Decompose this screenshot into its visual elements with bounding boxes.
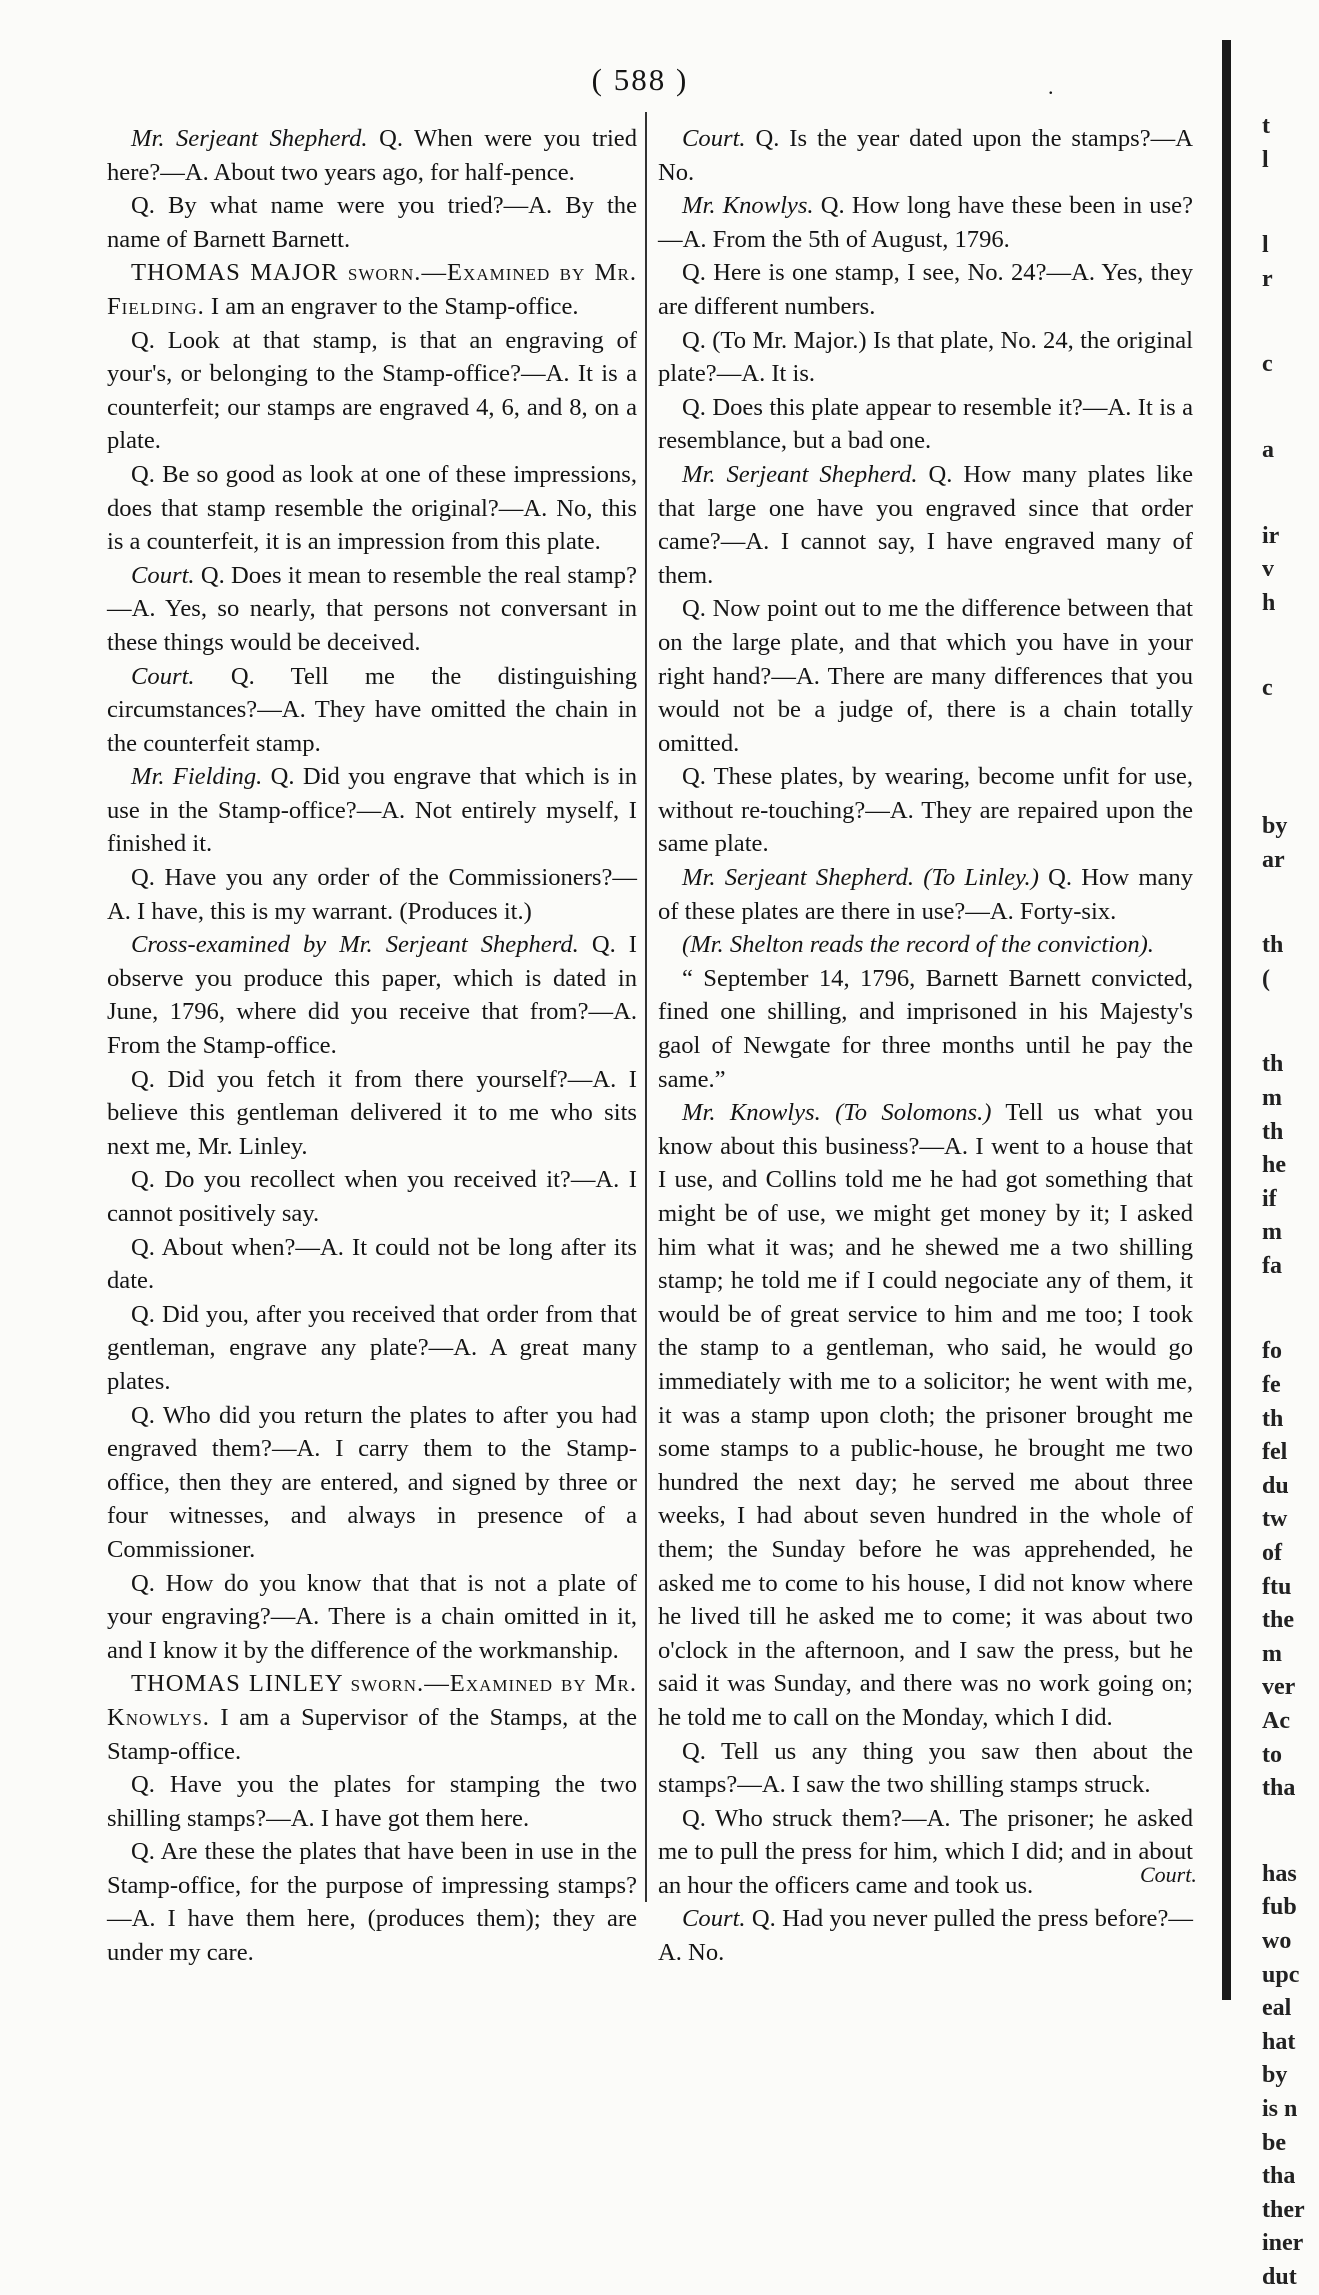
catchword: Court. [1140, 1862, 1197, 1887]
paragraph [107, 660, 637, 761]
right-column [658, 122, 1193, 1970]
paragraph-text: Q. How long have these been in use?—A. From the 5th of August, 1796. [658, 192, 1193, 253]
paragraph [658, 962, 1193, 1096]
facing-page-edge [1262, 110, 1312, 2295]
edge-fragment: v [1262, 556, 1274, 583]
edge-fragment: fel [1262, 1439, 1288, 1466]
paragraph [107, 324, 637, 458]
paragraph-text: Q. Does this plate appear to resemble it?—A. It is a resemblance, but a bad one. [658, 393, 1193, 455]
paragraph [107, 458, 637, 559]
speaker-label: Mr. Serjeant Shepherd. [131, 125, 368, 152]
edge-fragment: th [1262, 1118, 1284, 1145]
speaker-label: Mr. Fielding. [131, 763, 263, 791]
edge-fragment: l [1262, 232, 1269, 259]
edge-fragment [1262, 996, 1312, 1048]
paragraph [658, 1096, 1193, 1734]
paragraph [658, 760, 1193, 861]
edge-fragment: th [1262, 932, 1284, 959]
gutter-shadow [1222, 40, 1231, 2000]
edge-fragment: r [1262, 265, 1273, 292]
paragraph [107, 1667, 637, 1768]
speaker-label: Mr. Knowlys. (To Solomons.) [682, 1099, 992, 1127]
paragraph [107, 1835, 637, 1969]
paragraph-text: Q. Tell me the distinguishing circumstances?—A. They have omitted the chain in the counterfeit stamp. [107, 662, 637, 757]
edge-fragment: be [1262, 2129, 1286, 2156]
edge-fragment: fa [1262, 1252, 1282, 1279]
edge-fragment [1262, 706, 1312, 758]
paragraph [107, 1163, 637, 1230]
paragraph-text: Q. Who did you return the plates to after you had engraved them?—A. I carry them to the Stamp-office, then they are entered, and signed by three or four witnesses, and always in presence of a Commissioner. [107, 1401, 637, 1563]
edge-fragment: fub [1262, 1894, 1297, 1921]
edge-fragment: hat [1262, 2028, 1296, 2055]
edge-fragment [1262, 758, 1312, 810]
edge-fragment: h [1262, 589, 1276, 616]
edge-fragment: ir [1262, 522, 1280, 549]
paragraph-text: Q. Do you recollect when you received it?—A. I cannot positively say. [107, 1166, 637, 1227]
paragraph [107, 1567, 637, 1668]
edge-fragment [1262, 296, 1312, 348]
paragraph-text: “ September 14, 1796, Barnett Barnett convicted, fined one shilling, and imprisoned in his Majesty's gaol of Newgate for three months until he pay the same.” [658, 964, 1193, 1093]
paragraph-text: Q. Does it mean to resemble the real stamp?—A. Yes, so nearly, that persons not conversant in these things would be deceived. [107, 561, 637, 656]
paragraph-text: Q. When were you tried here?—A. About two years ago, for half-pence. [107, 125, 638, 186]
edge-fragment: ftu [1262, 1573, 1292, 1600]
edge-fragment: ar [1262, 846, 1285, 873]
speaker-label: Court. [131, 561, 195, 589]
paragraph-text: Q. These plates, by wearing, become unfit for use, without re-touching?—A. They are repaired upon the same plate. [658, 763, 1193, 858]
edge-fragment: fo [1262, 1338, 1282, 1365]
paragraph [658, 189, 1193, 256]
paragraph [658, 122, 1193, 189]
edge-fragment: m [1262, 1084, 1282, 1111]
edge-fragment: eal [1262, 1995, 1292, 2022]
paragraph-text: Q. Did you fetch it from there yourself?—A. I believe this gentleman delivered it to me who sits next me, Mr. Linley. [107, 1065, 637, 1160]
paragraph-text: Q. How many of these plates are there in use?—A. Forty-six. [658, 864, 1193, 925]
paragraph [658, 861, 1193, 928]
edge-fragment: iner [1262, 2230, 1304, 2257]
paragraph [658, 324, 1193, 391]
edge-fragment [1262, 1283, 1312, 1335]
header-mark: . [1048, 74, 1054, 99]
edge-fragment: if [1262, 1185, 1277, 1212]
speaker-label: THOMAS MAJOR sworn.—Examined by Mr. Fielding. [107, 259, 637, 320]
page-number: ( 588 ) [591, 62, 689, 97]
paragraph-text: I am a Supervisor of the Stamps, at the Stamp-office. [107, 1703, 637, 1765]
paragraph [658, 1735, 1193, 1802]
paragraph-text: Q. Is the year dated upon the stamps?—A No. [658, 125, 1193, 186]
edge-fragment: tw [1262, 1506, 1288, 1533]
paragraph [107, 189, 637, 256]
edge-fragment: m [1262, 1219, 1282, 1246]
paragraph [107, 760, 637, 861]
edge-fragment: tha [1262, 2163, 1296, 2190]
edge-fragment: ver [1262, 1674, 1296, 1701]
speaker-label: Court. [682, 1905, 746, 1933]
edge-fragment: tha [1262, 1775, 1296, 1802]
edge-fragment [1262, 468, 1312, 520]
edge-fragment: m [1262, 1640, 1282, 1667]
edge-fragment: by [1262, 812, 1288, 839]
speaker-label: Mr. Serjeant Shepherd. [682, 460, 918, 488]
edge-fragment: the [1262, 1607, 1294, 1634]
paragraph [107, 1231, 637, 1298]
paragraph-text: Tell us what you know about this business?—A. I went to a house that I use, and Collins told me he had got something that might be of use, we might get money by it; I asked him what it was; and he shewed me a two shilling stamp; he told me if I could negociate any of them, it would be of great service to him and me too; I took the stamp to a gentleman, who said, he would go immediately with me to a solicitor; he went with me, it was a stamp upon cloth; the prisoner brought me some stamps to a public-house, he brought me two hundred the next day; he served me about three weeks, I had about seven hundred in the whole of them; the Sunday before he was apprehended, he asked me to come to his house, I did not know where he lived till he asked me to come; it was about two o'clock in the afternoon, and I saw the press, but he said it was Sunday, and there was no work going on; he told me to call on the Monday, which I did. [658, 1099, 1193, 1731]
speaker-label: Court. [682, 125, 746, 152]
edge-fragment [1262, 620, 1312, 672]
paragraph-text: Q. (To Mr. Major.) Is that plate, No. 24, the original plate?—A. It is. [658, 326, 1193, 388]
paragraph [107, 256, 637, 323]
paragraph-text: Q. How many plates like that large one have you engraved since that order came?—A. I cannot say, I have engraved many of them. [658, 460, 1193, 589]
edge-fragment: Ac [1262, 1708, 1290, 1734]
paragraph-text: Q. By what name were you tried?—A. By the name of Barnett Barnett. [107, 192, 637, 253]
edge-fragment: has [1262, 1860, 1297, 1887]
paragraph-text: Q. How do you know that that is not a plate of your engraving?—A. There is a chain omitted in it, and I know it by the difference of the workmanship. [107, 1569, 637, 1664]
paragraph-text: Q. Are these the plates that have been in use in the Stamp-office, for the purpose of impressing stamps?—A. I have them here, (produces them); they are under my care. [107, 1838, 637, 1967]
paragraph [107, 1063, 637, 1164]
paragraph [658, 458, 1193, 592]
edge-fragment [1262, 177, 1312, 229]
edge-fragment [1262, 382, 1312, 434]
paragraph [658, 256, 1193, 323]
edge-fragment: fe [1262, 1372, 1281, 1399]
edge-fragment: of [1262, 1540, 1282, 1567]
edge-fragment: wo [1262, 1927, 1292, 1954]
edge-fragment [1262, 877, 1312, 929]
paragraph [658, 391, 1193, 458]
edge-fragment: c [1262, 351, 1273, 378]
paragraph-text: I am an engraver to the Stamp-office. [204, 292, 579, 320]
paragraph [107, 928, 637, 1062]
paragraph [658, 1802, 1193, 1903]
edge-fragment: a [1262, 436, 1274, 463]
paragraph-text: Q. I observe you produce this paper, which is dated in June, 1796, where did you receive that from?—A. From the Stamp-office. [107, 931, 637, 1060]
edge-fragment: upc [1262, 1961, 1300, 1988]
paragraph [658, 928, 1193, 962]
edge-fragment: th [1262, 1051, 1284, 1078]
edge-fragment: c [1262, 675, 1273, 702]
paragraph [107, 122, 637, 189]
edge-fragment: l [1262, 146, 1269, 173]
speaker-label: Court. [131, 662, 195, 690]
paragraph-text: Q. Have you the plates for stamping the two shilling stamps?—A. I have got them here. [107, 1771, 637, 1832]
speaker-label: (Mr. Shelton reads the record of the conviction). [682, 931, 1154, 959]
paragraph [107, 861, 637, 928]
edge-fragment: t [1262, 113, 1270, 139]
edge-fragment: ( [1262, 965, 1270, 992]
paragraph-text: Q. Did you engrave that which is in use in the Stamp-office?—A. Not entirely myself, I finished it. [107, 763, 637, 858]
paragraph [658, 592, 1193, 760]
edge-fragment: by [1262, 2062, 1288, 2089]
paragraph [107, 1399, 637, 1567]
paragraph [658, 1902, 1193, 1969]
left-column [107, 122, 637, 1970]
paragraph [107, 1768, 637, 1835]
paragraph-text: Q. Had you never pulled the press before?—A. No. [658, 1905, 1193, 1967]
edge-fragment [1262, 1806, 1312, 1858]
speaker-label: Cross-examined by Mr. Serjeant Shepherd. [131, 931, 579, 959]
speaker-label: Mr. Serjeant Shepherd. (To Linley.) [682, 864, 1039, 892]
edge-fragment: to [1262, 1741, 1282, 1768]
edge-fragment: ther [1262, 2196, 1305, 2223]
paragraph-text: Q. Tell us any thing you saw then about the stamps?—A. I saw the two shilling stamps struck. [658, 1737, 1193, 1799]
speaker-label: Mr. Knowlys. [682, 192, 814, 220]
speaker-label: THOMAS LINLEY sworn.—Examined by Mr. Knowlys. [107, 1670, 637, 1731]
edge-fragment: du [1262, 1472, 1289, 1499]
paragraph-text: Q. Who struck them?—A. The prisoner; he asked me to pull the press for him, which I did; and in about an hour the officers came and took us. [658, 1804, 1193, 1899]
edge-fragment: he [1262, 1152, 1286, 1179]
paragraph-text: Q. Here is one stamp, I see, No. 24?—A. Yes, they are different numbers. [658, 259, 1193, 320]
edge-fragment: th [1262, 1405, 1284, 1432]
paragraph [107, 1298, 637, 1399]
edge-fragment: dut [1262, 2263, 1297, 2290]
paragraph-text: Q. Be so good as look at one of these impressions, does that stamp resemble the original?—A. No, this is a counterfeit, it is an impression from this plate. [107, 460, 637, 556]
paragraph-text: Q. About when?—A. It could not be long after its date. [107, 1233, 637, 1295]
paragraph-text: Q. Now point out to me the difference between that on the large plate, and that which you have in your right hand?—A. There are many differences that you would not be a judge of, there is a chain totally omitted. [658, 595, 1193, 757]
column-rule [645, 112, 647, 1902]
paragraph-text: Q. Look at that stamp, is that an engraving of your's, or belonging to the Stamp-office?—A. It is a counterfeit; our stamps are engraved 4, 6, and 8, on a plate. [107, 326, 637, 455]
paragraph [107, 559, 637, 660]
edge-fragment: is n [1262, 2095, 1298, 2122]
paragraph-text: Q. Did you, after you received that order from that gentleman, engrave any plate?—A. A great many plates. [107, 1300, 637, 1395]
paragraph-text: Q. Have you any order of the Commissioners?—A. I have, this is my warrant. (Produces it.) [107, 864, 637, 925]
